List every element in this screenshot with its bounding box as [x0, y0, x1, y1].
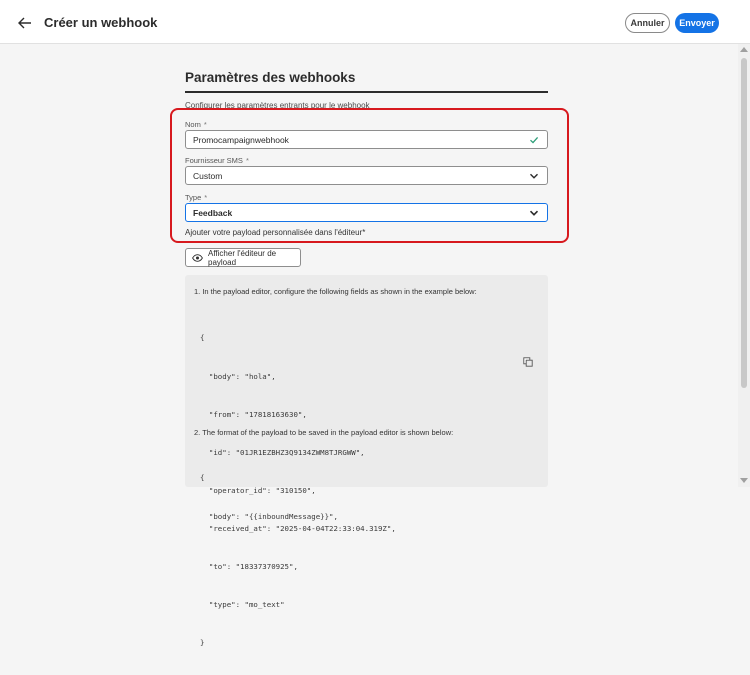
back-button[interactable]	[14, 12, 36, 34]
code-line: "body": "{{inboundMessage}}",	[200, 511, 338, 521]
instruction-step-2: 2. The format of the payload to be saved in the payload editor is shown below:	[194, 428, 454, 437]
code-line: {	[200, 473, 205, 483]
show-payload-editor-label: Afficher l'éditeur de payload	[208, 248, 277, 267]
app-header	[0, 0, 750, 44]
cancel-button[interactable]: Annuler	[625, 13, 670, 33]
section-divider	[185, 91, 548, 93]
section-title: Paramètres des webhooks	[185, 70, 356, 85]
code-line: {	[200, 333, 205, 343]
sms-provider-select[interactable]	[185, 166, 548, 185]
scroll-up-arrow-icon[interactable]	[740, 47, 748, 52]
chevron-down-icon[interactable]	[529, 208, 539, 218]
code-line: "operator_id": "310150",	[200, 485, 316, 495]
name-field-label: Nom *	[185, 120, 207, 129]
eye-icon	[192, 254, 203, 262]
scroll-thumb[interactable]	[741, 58, 747, 388]
sms-provider-value: Custom	[193, 170, 223, 181]
name-field[interactable]	[185, 130, 548, 149]
check-icon	[529, 135, 539, 145]
code-line: "id": "01JR1EZBHZ3Q9134ZWM8TJRGWW",	[200, 447, 365, 457]
copy-icon[interactable]	[523, 357, 533, 367]
page-title: Créer un webhook	[44, 15, 158, 30]
arrow-left-icon	[18, 17, 32, 29]
payload-instructions-panel	[185, 275, 548, 648]
scroll-down-arrow-icon[interactable]	[740, 478, 748, 483]
code-line: "type": "mo_text"	[200, 600, 285, 610]
code-line: "to": "18337370925",	[200, 562, 298, 572]
show-payload-editor-button[interactable]	[185, 248, 301, 267]
vertical-scrollbar[interactable]	[738, 44, 750, 487]
payload-format-code	[200, 447, 338, 549]
code-line: "received_at": "2025-04-04T22:33:04.319Z",	[200, 523, 396, 533]
type-field-label: Type *	[185, 193, 208, 202]
instruction-step-1: 1. In the payload editor, configure the following fields as shown in the example below:	[194, 287, 477, 296]
section-description: Configurer les paramètres entrants pour le webhook	[185, 101, 370, 110]
chevron-down-icon[interactable]	[529, 171, 539, 181]
code-line: }	[200, 638, 205, 648]
type-select-value: Feedback	[193, 207, 233, 218]
code-line: "from": "17818163630",	[200, 409, 307, 419]
provider-field-label: Fournisseur SMS *	[185, 156, 249, 165]
type-select[interactable]	[185, 203, 548, 222]
code-line: "body": "hola",	[200, 371, 276, 381]
payload-hint-text: Ajouter votre payload personnalisée dans l'éditeur*	[185, 228, 366, 237]
send-button[interactable]: Envoyer	[675, 13, 719, 33]
name-field-value: Promocampaignwebhook	[193, 134, 289, 145]
